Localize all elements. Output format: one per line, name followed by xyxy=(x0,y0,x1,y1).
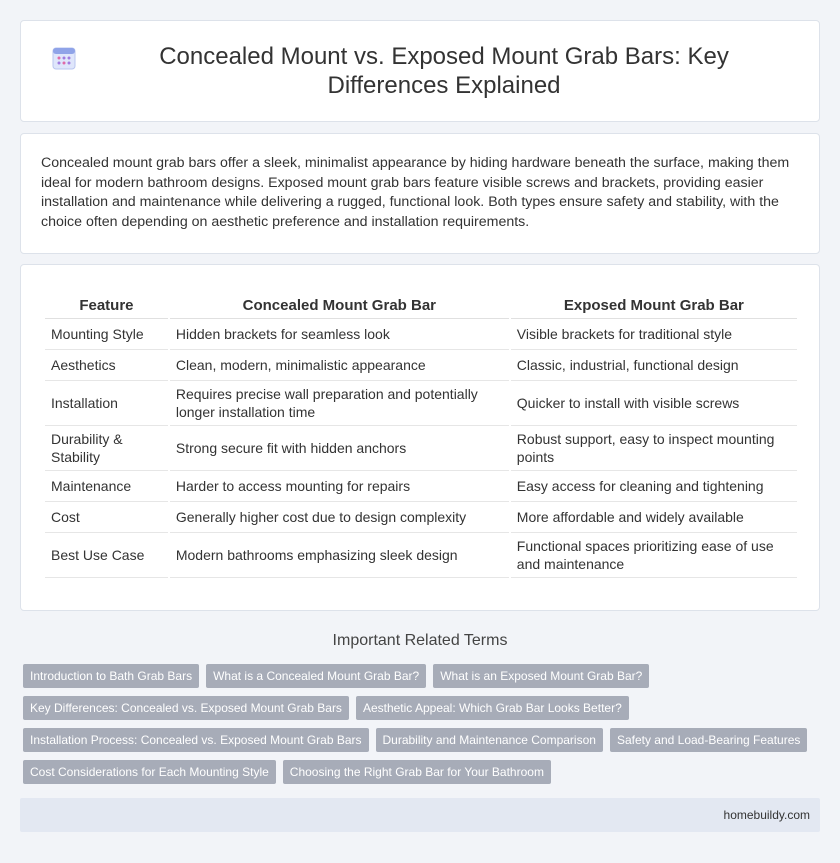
concealed-cell: Harder to access mounting for repairs xyxy=(170,471,509,502)
tag-row xyxy=(23,696,823,720)
concealed-cell: Generally higher cost due to design complexity xyxy=(170,502,509,533)
exposed-cell: Classic, industrial, functional design xyxy=(511,350,797,381)
related-terms-tags xyxy=(23,664,823,792)
exposed-cell: Quicker to install with visible screws xyxy=(511,381,797,426)
table-row xyxy=(45,502,797,533)
feature-cell: Cost xyxy=(45,502,168,533)
feature-cell: Best Use Case xyxy=(45,533,168,578)
feature-cell: Durability & Stability xyxy=(45,426,168,471)
related-term-tag[interactable]: Key Differences: Concealed vs. Exposed Mount Grab Bars xyxy=(23,696,349,720)
concealed-cell: Clean, modern, minimalistic appearance xyxy=(170,350,509,381)
intro-card xyxy=(20,133,820,254)
tag-row xyxy=(23,664,823,688)
header-concealed: Concealed Mount Grab Bar xyxy=(170,293,509,319)
concealed-cell: Strong secure fit with hidden anchors xyxy=(170,426,509,471)
related-term-tag[interactable]: Aesthetic Appeal: Which Grab Bar Looks Better? xyxy=(356,696,629,720)
comparison-table-card xyxy=(20,264,820,611)
table-header-row xyxy=(45,293,797,319)
title-card xyxy=(20,20,820,122)
exposed-cell: Visible brackets for traditional style xyxy=(511,319,797,350)
header-exposed: Exposed Mount Grab Bar xyxy=(511,293,797,319)
footer xyxy=(20,798,820,832)
related-term-tag[interactable]: Safety and Load-Bearing Features xyxy=(610,728,807,752)
table-row xyxy=(45,533,797,578)
feature-cell: Maintenance xyxy=(45,471,168,502)
table-row xyxy=(45,319,797,350)
table-row xyxy=(45,471,797,502)
header-feature: Feature xyxy=(45,293,168,319)
concealed-cell: Requires precise wall preparation and potentially longer installation time xyxy=(170,381,509,426)
table-row xyxy=(45,350,797,381)
related-term-tag[interactable]: Introduction to Bath Grab Bars xyxy=(23,664,199,688)
related-term-tag[interactable]: Cost Considerations for Each Mounting Style xyxy=(23,760,276,784)
comparison-table xyxy=(43,293,799,578)
calendar-grid-icon xyxy=(51,45,77,71)
feature-cell: Mounting Style xyxy=(45,319,168,350)
exposed-cell: Robust support, easy to inspect mounting points xyxy=(511,426,797,471)
tag-row xyxy=(23,728,823,752)
related-term-tag[interactable]: Installation Process: Concealed vs. Exposed Mount Grab Bars xyxy=(23,728,369,752)
exposed-cell: Easy access for cleaning and tightening xyxy=(511,471,797,502)
feature-cell: Installation xyxy=(45,381,168,426)
footer-site-link[interactable]: homebuildy.com xyxy=(723,808,810,822)
related-terms-heading: Important Related Terms xyxy=(332,632,508,649)
related-term-tag[interactable]: Durability and Maintenance Comparison xyxy=(376,728,603,752)
intro-paragraph: Concealed mount grab bars offer a sleek, minimalist appearance by hiding hardware beneath the surface, making them ideal for modern bathroom designs. Exposed mount grab bars feature visible screws and brackets, providing easier installation and maintenance while delivering a rugged, functional look. Both types ensure safety and stability, with the choice often depending on aesthetic preference and installation requirements. xyxy=(41,155,790,230)
concealed-cell: Modern bathrooms emphasizing sleek design xyxy=(170,533,509,578)
tag-row xyxy=(23,760,823,784)
concealed-cell: Hidden brackets for seamless look xyxy=(170,319,509,350)
table-row xyxy=(45,381,797,426)
table-row xyxy=(45,426,797,471)
feature-cell: Aesthetics xyxy=(45,350,168,381)
related-term-tag[interactable]: What is a Concealed Mount Grab Bar? xyxy=(206,664,426,688)
exposed-cell: More affordable and widely available xyxy=(511,502,797,533)
related-term-tag[interactable]: What is an Exposed Mount Grab Bar? xyxy=(433,664,649,688)
related-term-tag[interactable]: Choosing the Right Grab Bar for Your Bathroom xyxy=(283,760,551,784)
page-title: Concealed Mount vs. Exposed Mount Grab Bars: Key Differences Explained xyxy=(159,43,729,99)
exposed-cell: Functional spaces prioritizing ease of use and maintenance xyxy=(511,533,797,578)
